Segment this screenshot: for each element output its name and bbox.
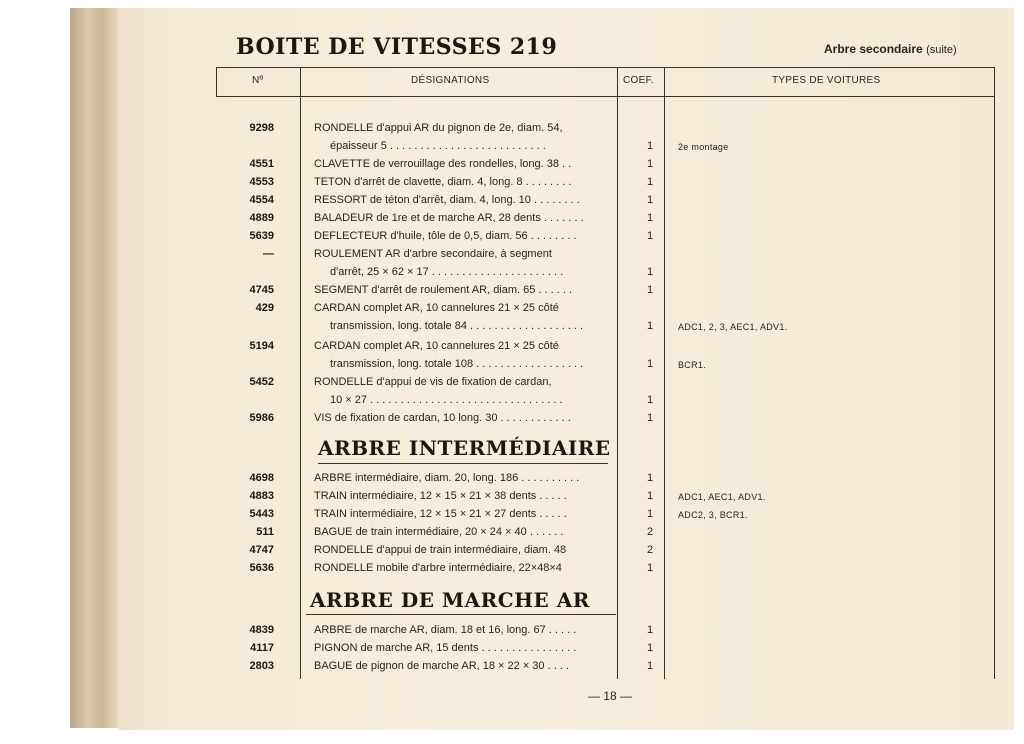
- page-subtitle: [824, 42, 957, 56]
- part-designation: RONDELLE mobile d'arbre intermédiaire, 22×48×4: [314, 562, 562, 574]
- vehicle-types: ADC1, 2, 3, AEC1, ADV1.: [678, 322, 788, 332]
- part-coef: 1: [646, 642, 654, 654]
- vehicle-types: BCR1.: [678, 360, 707, 370]
- part-coef: 1: [646, 158, 654, 170]
- part-coef: 1: [646, 508, 654, 520]
- part-designation: 10 × 27 . . . . . . . . . . . . . . . . . . . . . . . . . . . . . . . .: [330, 394, 563, 406]
- part-designation: SEGMENT d'arrêt de roulement AR, diam. 65 . . . . . .: [314, 284, 573, 296]
- vehicle-types: ADC2, 3, BCR1.: [678, 510, 748, 520]
- part-coef: 1: [646, 490, 654, 502]
- part-number: 5636: [249, 562, 274, 574]
- part-coef: 1: [646, 194, 654, 206]
- part-designation: ARBRE intermédiaire, diam. 20, long. 186 . . . . . . . . . .: [314, 472, 580, 484]
- part-coef: 1: [646, 358, 654, 370]
- part-coef: 1: [646, 320, 654, 332]
- table-top-rule: [216, 67, 994, 68]
- part-number: 4745: [249, 284, 274, 296]
- part-coef: 1: [646, 266, 654, 278]
- vehicle-types: 2e montage: [678, 142, 729, 152]
- part-designation: RONDELLE d'appui de train intermédiaire, diam. 48: [314, 544, 567, 556]
- part-coef: 1: [646, 176, 654, 188]
- subtitle-suffix: (suite): [926, 44, 957, 56]
- part-designation: CLAVETTE de verrouillage des rondelles, long. 38 . .: [314, 158, 572, 170]
- part-number: 4554: [249, 194, 274, 206]
- part-coef: 1: [646, 212, 654, 224]
- section-rule: [306, 614, 616, 615]
- part-number: 2803: [249, 660, 274, 672]
- column-rule-coef: [664, 67, 665, 679]
- page-title: BOITE DE VITESSES 219: [236, 34, 558, 60]
- part-coef: 2: [646, 544, 654, 556]
- part-designation: RONDELLE d'appui AR du pignon de 2e, diam. 54,: [314, 122, 563, 134]
- part-coef: 1: [646, 660, 654, 672]
- table-right-rule: [994, 67, 995, 679]
- part-designation: CARDAN complet AR, 10 cannelures 21 × 25 côté: [314, 302, 559, 314]
- part-number: 5639: [249, 230, 274, 242]
- part-number: 5452: [249, 376, 274, 388]
- part-number: 4747: [249, 544, 274, 556]
- table-left-rule: [216, 67, 217, 97]
- part-designation: TRAIN intermédiaire, 12 × 15 × 21 × 38 dents . . . . .: [314, 490, 567, 502]
- part-number: 4839: [249, 624, 274, 636]
- part-designation: CARDAN complet AR, 10 cannelures 21 × 25 côté: [314, 340, 559, 352]
- part-number: 4553: [249, 176, 274, 188]
- part-coef: 1: [646, 412, 654, 424]
- section-heading-arbre-intermediaire: ARBRE INTERMÉDIAIRE: [318, 436, 611, 460]
- part-designation: d'arrêt, 25 × 62 × 17 . . . . . . . . . . . . . . . . . . . . . .: [330, 266, 564, 278]
- part-designation: BAGUE de pignon de marche AR, 18 × 22 × 30 . . . .: [314, 660, 569, 672]
- part-designation: BALADEUR de 1re et de marche AR, 28 dents . . . . . . .: [314, 212, 584, 224]
- part-designation: RESSORT de téton d'arrêt, diam. 4, long. 10 . . . . . . . .: [314, 194, 580, 206]
- page-number: — 18 —: [588, 689, 633, 703]
- column-rule-num: [300, 67, 301, 679]
- part-coef: 1: [646, 230, 654, 242]
- part-number: 5443: [249, 508, 274, 520]
- column-header-types: TYPES DE VOITURES: [772, 75, 881, 86]
- part-designation: TRAIN intermédiaire, 12 × 15 × 21 × 27 dents . . . . .: [314, 508, 567, 520]
- part-coef: 1: [646, 284, 654, 296]
- part-number: 4117: [250, 642, 274, 654]
- part-designation: RONDELLE d'appui de vis de fixation de cardan,: [314, 376, 552, 388]
- table-header-rule: [216, 96, 994, 97]
- part-number: 9298: [249, 122, 274, 134]
- column-header-num: Nº: [252, 75, 264, 86]
- section-heading-arbre-de-marche-ar: ARBRE DE MARCHE AR: [310, 588, 590, 612]
- part-designation: TETON d'arrêt de clavette, diam. 4, long. 8 . . . . . . . .: [314, 176, 572, 188]
- part-number: 5986: [249, 412, 274, 424]
- part-designation: PIGNON de marche AR, 15 dents . . . . . . . . . . . . . . . .: [314, 642, 577, 654]
- part-designation: VIS de fixation de cardan, 10 long. 30 . . . . . . . . . . . .: [314, 412, 571, 424]
- part-number: 4698: [249, 472, 274, 484]
- part-designation: ARBRE de marche AR, diam. 18 et 16, long. 67 . . . . .: [314, 624, 577, 636]
- vehicle-types: ADC1, AEC1, ADV1.: [678, 492, 766, 502]
- part-number: 4889: [249, 212, 274, 224]
- part-number: 511: [256, 526, 274, 538]
- part-designation: épaisseur 5 . . . . . . . . . . . . . . . . . . . . . . . . . .: [330, 140, 546, 152]
- part-coef: 1: [646, 472, 654, 484]
- column-header-coef: COEF.: [623, 75, 654, 86]
- part-number: 5194: [249, 340, 274, 352]
- part-designation: transmission, long. totale 108 . . . . . . . . . . . . . . . . . .: [330, 358, 584, 370]
- part-number: 429: [255, 302, 274, 314]
- part-coef: 1: [646, 140, 654, 152]
- part-coef: 1: [646, 624, 654, 636]
- part-designation: DEFLECTEUR d'huile, tôle de 0,5, diam. 56 . . . . . . . .: [314, 230, 577, 242]
- section-rule: [318, 463, 608, 464]
- subtitle-text: Arbre secondaire: [824, 42, 923, 56]
- part-coef: 1: [646, 394, 654, 406]
- part-number: 4883: [249, 490, 274, 502]
- column-header-designations: DÉSIGNATIONS: [411, 75, 490, 86]
- part-number: 4551: [249, 158, 274, 170]
- part-number: —: [263, 248, 274, 260]
- part-coef: 2: [646, 526, 654, 538]
- part-designation: BAGUE de train intermédiaire, 20 × 24 × 40 . . . . . .: [314, 526, 564, 538]
- part-coef: 1: [646, 562, 654, 574]
- column-rule-designations: [617, 67, 618, 679]
- part-designation: transmission, long. totale 84 . . . . . . . . . . . . . . . . . . .: [330, 320, 584, 332]
- part-designation: ROULEMENT AR d'arbre secondaire, à segment: [314, 248, 552, 260]
